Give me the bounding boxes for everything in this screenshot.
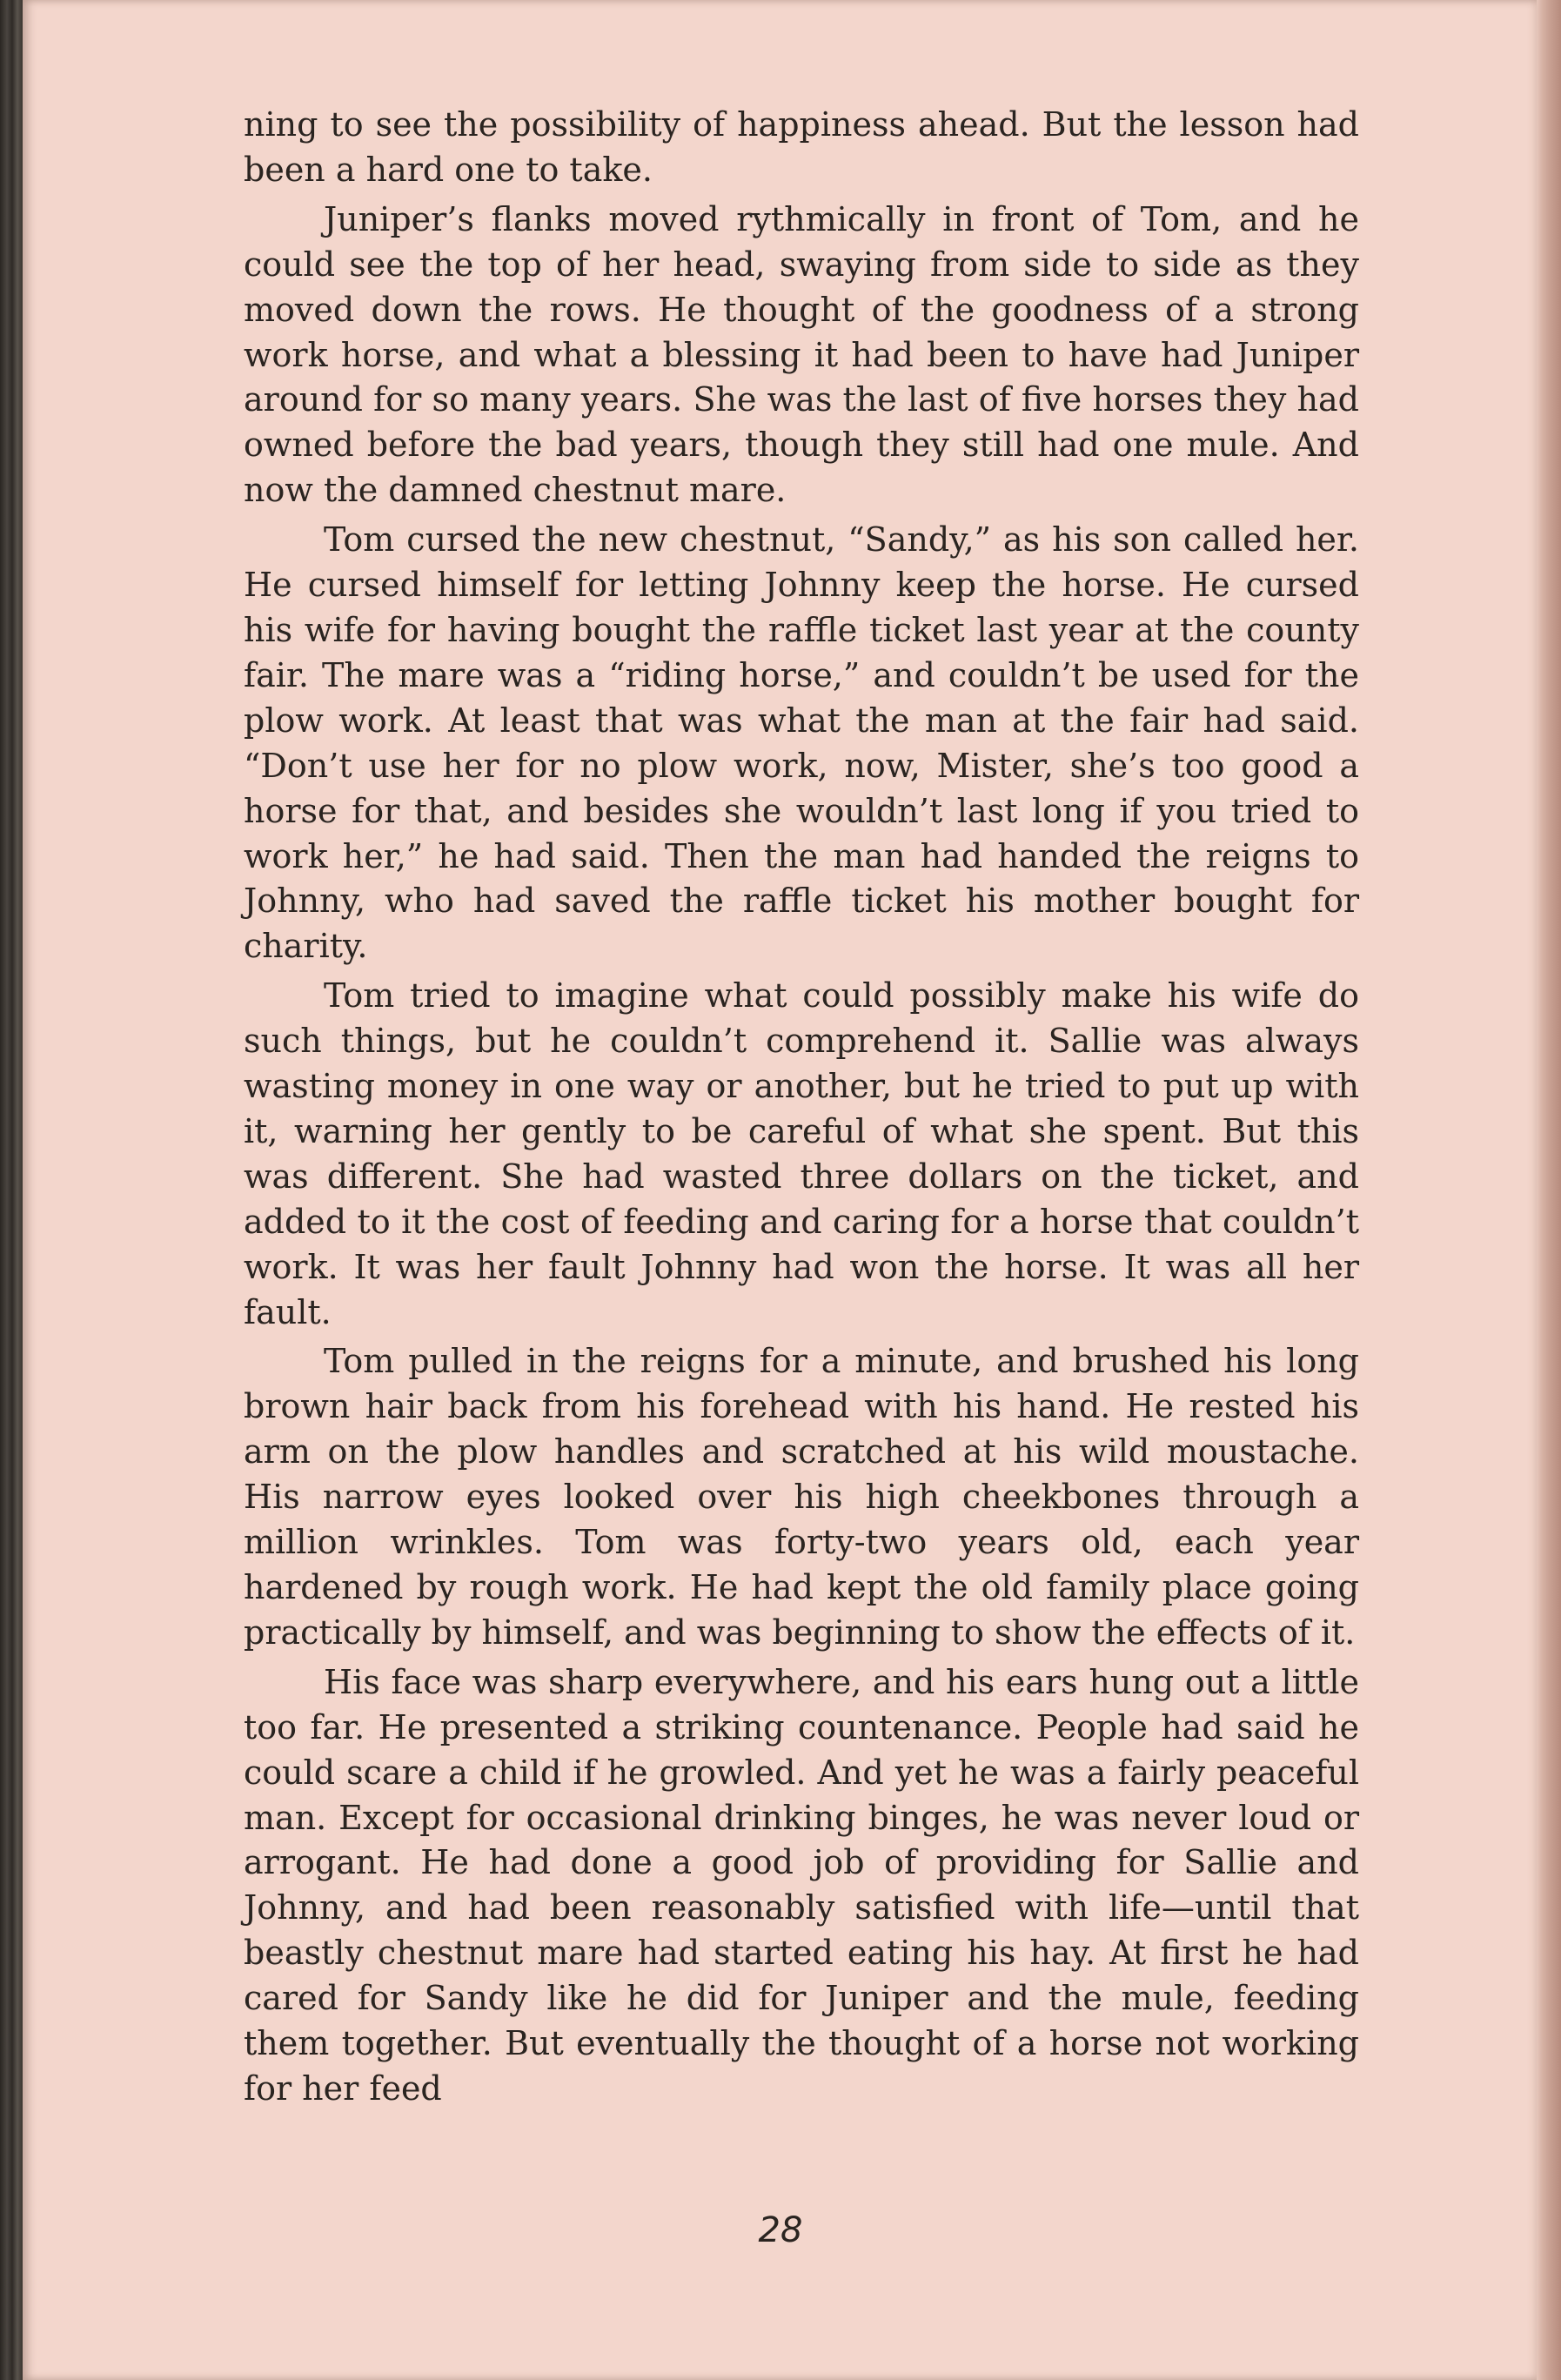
page-edge [1537,0,1561,2380]
paragraph: Tom tried to imagine what could possibly make his wife do such things, but he couldn’t comprehend it. Sallie was always wasting money in one way or another, but he tried to put up with it, warning her gently to be careful of what she spent. But this was different. She had wasted three dollars on the ticket, and added to it the cost of feeding and caring for a horse that couldn’t work. It was her fault Johnny had won the horse. It was all her fault. [244,976,1359,1331]
paragraph: Tom pulled in the reigns for a minute, and brushed his long brown hair back from his forehead with his hand. He rested his arm on the plow handles and scratched at his wild moustache. His narrow eyes looked over his high cheekbones through a million wrinkles. Tom was forty-two years old, each year hardened by rough work. He had kept the old family place going practically by himself, and was beginning to show the effects of it. [244,1342,1359,1652]
paragraph-continuation: ning to see the possibility of happiness ahead. But the lesson had been a hard one to take. [244,105,1359,189]
body-text [244,103,1359,2112]
book-spine [0,0,23,2380]
paragraph: Juniper’s flanks moved rythmically in front of Tom, and he could see the top of her head, swaying from side to side as they moved down the rows. He thought of the goodness of a strong work horse, and what a blessing it had been to have had Juniper around for so many years. She was the last of five horses they had owned before the bad years, though they still had one mule. And now the damned chestnut mare. [244,199,1359,510]
paragraph: His face was sharp everywhere, and his ears hung out a little too far. He presented a striking countenance. People had said he could scare a child if he growled. And yet he was a fairly peaceful man. Except for occasional drinking binges, he was never loud or arrogant. He had done a good job of providing for Sallie and Johnny, and had been reasonably satisfied with life—until that beastly chestnut mare had started eating his hay. At first he had cared for Sandy like he did for Juniper and the mule, feeding them together. But eventually the thought of a horse not working for her feed [244,1662,1359,2108]
page-number: 28 [758,2210,803,2250]
paragraph: Tom cursed the new chestnut, “Sandy,” as his son called her. He cursed himself for letting Johnny keep the horse. He cursed his wife for having bought the raffle ticket last year at the county fair. The mare was a “riding horse,” and couldn’t be used for the plow work. At least that was what the man at the fair had said. “Don’t use her for no plow work, now, Mister, she’s too good a horse for that, and besides she wouldn’t last long if you tried to work her,” he had said. Then the man had handed the reigns to Johnny, who had saved the raffle ticket his mother bought for charity. [244,520,1359,966]
